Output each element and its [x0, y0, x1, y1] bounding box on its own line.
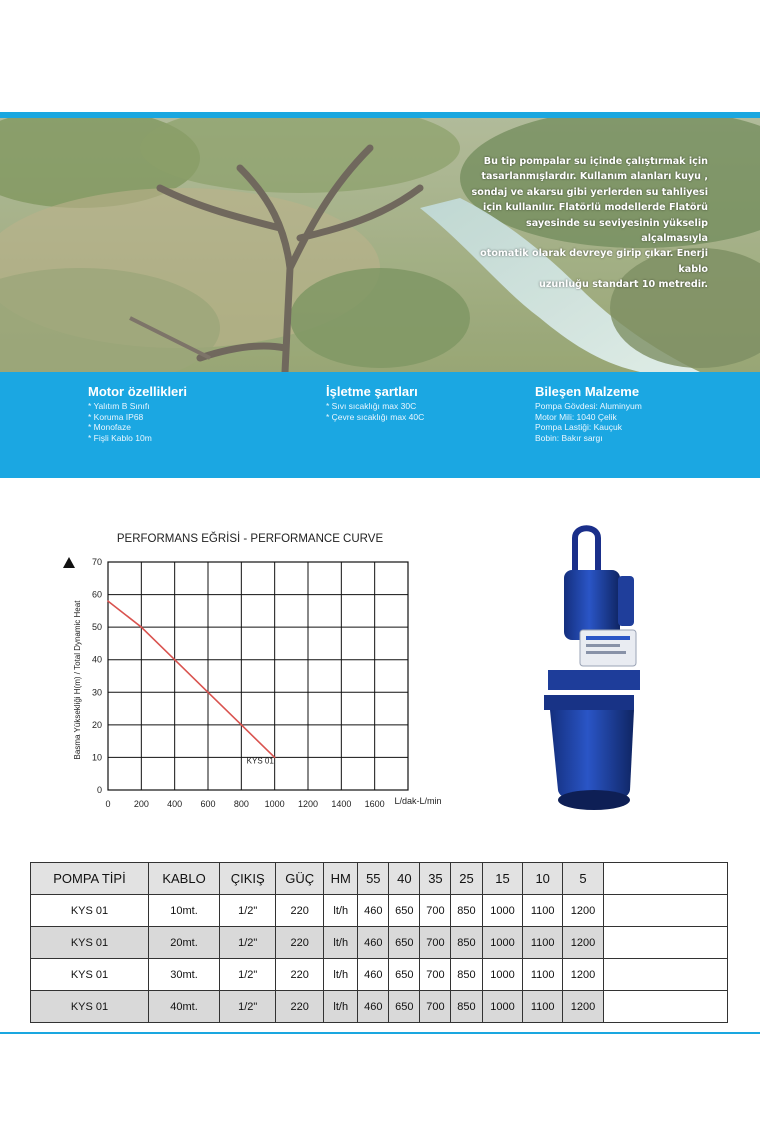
header-cell: HM [324, 863, 358, 895]
performance-chart-svg [0, 520, 480, 820]
table-cell: 1100 [523, 991, 563, 1023]
x-tick-label: 800 [233, 799, 249, 809]
hero-text-line: tasarlanmışlardır. Kullanım alanları kuyu , [481, 171, 708, 183]
y-tick-label: 50 [91, 622, 102, 633]
data-point [174, 659, 176, 661]
table-cell: 460 [358, 991, 389, 1023]
table-cell: 700 [420, 991, 451, 1023]
pump-product-image [530, 520, 650, 820]
header-cell: 10 [523, 863, 563, 895]
table-cell: lt/h [324, 895, 358, 927]
motor-spec-item: * Yalıtım B Sınıfı [88, 401, 150, 411]
data-point [107, 600, 109, 602]
table-cell: 1200 [562, 959, 603, 991]
table-cell: 460 [358, 895, 389, 927]
data-point [141, 626, 143, 628]
material-spec-item: Pompa Lastiği: Kauçuk [535, 422, 622, 433]
motor-specs-title: Motor özellikleri [88, 384, 187, 399]
table-cell: 650 [389, 991, 420, 1023]
x-tick-label: 1200 [297, 799, 319, 809]
data-point [207, 691, 209, 693]
empty-cell [604, 895, 728, 927]
table-cell: 20mt. [148, 927, 219, 959]
bottom-accent-line [0, 1032, 760, 1034]
table-cell: 220 [276, 895, 324, 927]
header-cell: ÇIKIŞ [220, 863, 276, 895]
data-point [274, 757, 276, 759]
hero-text-line: uzunluğu standart 10 metredir. [538, 279, 708, 291]
table-cell: 1000 [482, 895, 523, 927]
x-tick-label: 400 [167, 799, 183, 809]
table-cell: lt/h [324, 927, 358, 959]
table-cell: 650 [389, 959, 420, 991]
table-cell: 30mt. [148, 959, 219, 991]
chart-title: PERFORMANS EĞRİSİ - PERFORMANCE CURVE [116, 533, 384, 545]
operation-specs [326, 384, 424, 422]
x-tick-label: 600 [200, 799, 216, 809]
y-tick-label: 0 [96, 785, 102, 795]
table-row [31, 991, 728, 1023]
hero-description [468, 154, 708, 293]
table-cell: 1200 [562, 927, 603, 959]
x-tick-label: 1600 [364, 799, 385, 809]
table-cell: 850 [451, 927, 482, 959]
table-cell: 220 [276, 959, 324, 991]
hero-text-line: sondaj ve akarsu gibi yerlerden su tahliyesi [471, 186, 708, 198]
material-spec-item: Pompa Gövdesi: Aluminyum [535, 401, 642, 411]
hero-text-line: için kullanılır. Flatörlü modellerde Flatörü [483, 202, 708, 214]
table-cell: 650 [389, 927, 420, 959]
chart-x-axis-label: L/dak-L/min [394, 796, 442, 806]
header-cell: 5 [562, 863, 603, 895]
y-tick-label: 20 [91, 719, 102, 730]
table-cell: 650 [389, 895, 420, 927]
table-row [31, 895, 728, 927]
hero-photo [0, 118, 760, 372]
y-tick-label: 10 [91, 752, 102, 763]
table-cell: 850 [451, 959, 482, 991]
table-header-row [31, 863, 728, 895]
material-specs [535, 384, 642, 443]
header-cell: GÜÇ [276, 863, 324, 895]
table-cell: lt/h [324, 991, 358, 1023]
table-cell: 1100 [523, 927, 563, 959]
table-cell: 1000 [482, 991, 523, 1023]
table-cell: 850 [451, 991, 482, 1023]
x-tick-label: 1400 [331, 799, 352, 809]
header-cell: 25 [451, 863, 482, 895]
table-cell: 1000 [482, 927, 523, 959]
table-cell: 1100 [523, 895, 563, 927]
table-cell: 700 [420, 895, 451, 927]
material-spec-item: Bobin: Bakır sargı [535, 432, 603, 443]
pump-spec-table [30, 862, 728, 1023]
performance-chart [0, 520, 480, 820]
hero-text-line: sayesinde su seviyesinin yükselip alçalmasıyla [525, 217, 708, 245]
table-cell: 220 [276, 927, 324, 959]
x-tick-label: 0 [105, 799, 111, 809]
table-cell: KYS 01 [31, 895, 149, 927]
header-cell: KABLO [148, 863, 219, 895]
x-tick-label: 1000 [264, 799, 285, 809]
operation-specs-title: İşletme şartları [326, 384, 418, 399]
table-cell: KYS 01 [31, 959, 149, 991]
table-cell: 1/2" [220, 927, 276, 959]
table-row [31, 959, 728, 991]
table-cell: 1200 [562, 895, 603, 927]
x-tick-label: 200 [133, 799, 149, 809]
header-cell: 15 [482, 863, 523, 895]
hero-text-line: Bu tip pompalar su içinde çalıştırmak için [483, 156, 708, 167]
table-cell: 700 [420, 927, 451, 959]
material-spec-item: Motor Mili: 1040 Çelik [535, 411, 617, 422]
chart-y-axis-label: Basma Yüksekliği H(m) / Total Dynamic Heat [73, 600, 82, 760]
material-specs-title: Bileşen Malzeme [535, 384, 640, 399]
table-cell: 10mt. [148, 895, 219, 927]
header-cell: 55 [358, 863, 389, 895]
empty-cell [604, 863, 728, 895]
table-cell: 40mt. [148, 991, 219, 1023]
table-cell: 1000 [482, 959, 523, 991]
header-cell: 35 [420, 863, 451, 895]
series-line [108, 601, 275, 757]
empty-cell [604, 927, 728, 959]
table-cell: KYS 01 [31, 991, 149, 1023]
specs-band [0, 372, 760, 478]
table-cell: KYS 01 [31, 927, 149, 959]
empty-cell [604, 991, 728, 1023]
table-cell: 1/2" [220, 991, 276, 1023]
table-cell: lt/h [324, 959, 358, 991]
motor-spec-item: * Monofaze [88, 422, 131, 433]
y-tick-label: 70 [91, 557, 102, 567]
motor-spec-item: * Fişli Kablo 10m [88, 432, 152, 443]
y-axis-arrow-icon [63, 557, 75, 568]
table-cell: 850 [451, 895, 482, 927]
table-cell: 1/2" [220, 895, 276, 927]
submersible-pump-icon [530, 520, 650, 820]
hero-text-line: otomatik olarak devreye girip çıkar. Enerji kablo [480, 248, 708, 275]
table-cell: 220 [276, 991, 324, 1023]
table-cell: 1100 [523, 959, 563, 991]
table-cell: 1/2" [220, 959, 276, 991]
series-label: KYS 01 [246, 756, 274, 766]
table-cell: 1200 [562, 991, 603, 1023]
table-cell: 460 [358, 927, 389, 959]
motor-specs [88, 384, 187, 443]
header-cell: POMPA TİPİ [31, 863, 149, 895]
data-point [241, 724, 243, 726]
table-cell: 700 [420, 959, 451, 991]
motor-spec-item: * Koruma IP68 [88, 411, 144, 422]
operation-spec-item: * Çevre sıcaklığı max 40C [326, 411, 425, 422]
header-cell: 40 [389, 863, 420, 895]
y-tick-label: 30 [91, 687, 102, 698]
y-tick-label: 40 [91, 654, 102, 665]
y-tick-label: 60 [91, 589, 102, 600]
operation-spec-item: * Sıvı sıcaklığı max 30C [326, 401, 417, 411]
table-cell: 460 [358, 959, 389, 991]
table-row [31, 927, 728, 959]
empty-cell [604, 959, 728, 991]
